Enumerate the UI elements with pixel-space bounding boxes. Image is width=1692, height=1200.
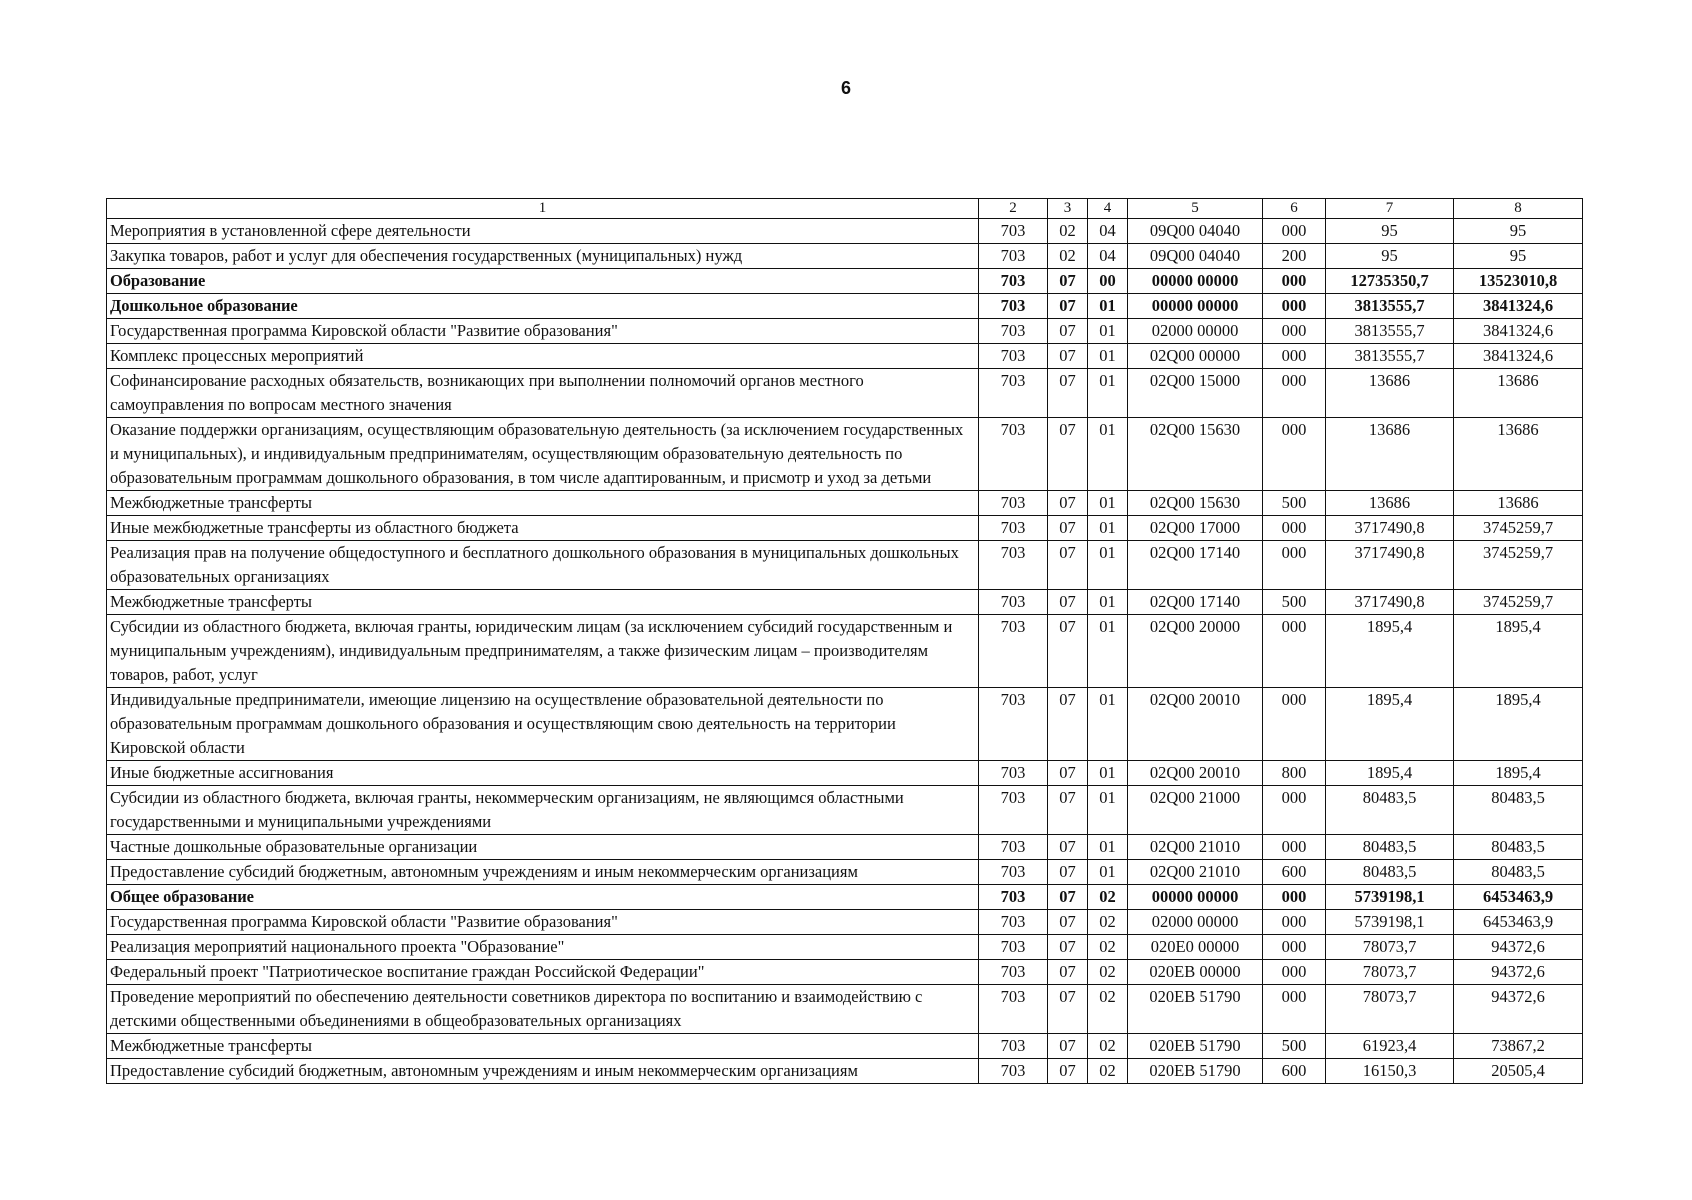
cell-target-article: 09Q00 04040 bbox=[1128, 244, 1263, 269]
table-row bbox=[107, 615, 1583, 688]
cell-grbs-code: 703 bbox=[979, 516, 1048, 541]
cell-amount-year-2: 13686 bbox=[1454, 491, 1583, 516]
cell-amount-year-1: 5739198,1 bbox=[1326, 910, 1454, 935]
cell-expense-type: 000 bbox=[1263, 541, 1326, 590]
cell-target-article: 00000 00000 bbox=[1128, 294, 1263, 319]
cell-expense-type: 000 bbox=[1263, 615, 1326, 688]
cell-amount-year-1: 1895,4 bbox=[1326, 615, 1454, 688]
cell-expense-type: 000 bbox=[1263, 344, 1326, 369]
cell-section: 07 bbox=[1048, 418, 1088, 491]
cell-grbs-code: 703 bbox=[979, 590, 1048, 615]
cell-expense-type: 000 bbox=[1263, 319, 1326, 344]
cell-expense-type: 000 bbox=[1263, 294, 1326, 319]
cell-subsection: 01 bbox=[1088, 761, 1128, 786]
table-row bbox=[107, 319, 1583, 344]
table-row bbox=[107, 369, 1583, 418]
cell-subsection: 02 bbox=[1088, 885, 1128, 910]
cell-grbs-code: 703 bbox=[979, 418, 1048, 491]
cell-section: 07 bbox=[1048, 960, 1088, 985]
cell-amount-year-1: 78073,7 bbox=[1326, 960, 1454, 985]
cell-amount-year-2: 95 bbox=[1454, 219, 1583, 244]
cell-target-article: 00000 00000 bbox=[1128, 885, 1263, 910]
cell-section: 07 bbox=[1048, 269, 1088, 294]
cell-target-article: 02Q00 20000 bbox=[1128, 615, 1263, 688]
cell-target-article: 02000 00000 bbox=[1128, 319, 1263, 344]
cell-expense-type: 000 bbox=[1263, 960, 1326, 985]
cell-description: Индивидуальные предприниматели, имеющие лицензию на осуществление образовательной деятельности по образовательным программам дошкольного образования и осуществляющим свою деятельность на территории Кировской области bbox=[107, 688, 979, 761]
cell-subsection: 04 bbox=[1088, 219, 1128, 244]
cell-amount-year-1: 1895,4 bbox=[1326, 688, 1454, 761]
cell-section: 07 bbox=[1048, 516, 1088, 541]
cell-description: Межбюджетные трансферты bbox=[107, 491, 979, 516]
table-row bbox=[107, 269, 1583, 294]
cell-subsection: 01 bbox=[1088, 491, 1128, 516]
cell-section: 07 bbox=[1048, 615, 1088, 688]
cell-subsection: 02 bbox=[1088, 985, 1128, 1034]
cell-grbs-code: 703 bbox=[979, 885, 1048, 910]
cell-expense-type: 600 bbox=[1263, 1059, 1326, 1084]
cell-amount-year-2: 13686 bbox=[1454, 418, 1583, 491]
cell-section: 02 bbox=[1048, 244, 1088, 269]
cell-section: 07 bbox=[1048, 761, 1088, 786]
cell-amount-year-2: 3745259,7 bbox=[1454, 590, 1583, 615]
cell-amount-year-1: 5739198,1 bbox=[1326, 885, 1454, 910]
cell-subsection: 02 bbox=[1088, 910, 1128, 935]
cell-amount-year-2: 6453463,9 bbox=[1454, 885, 1583, 910]
column-header-description: 1 bbox=[107, 199, 979, 219]
cell-grbs-code: 703 bbox=[979, 294, 1048, 319]
cell-expense-type: 000 bbox=[1263, 835, 1326, 860]
cell-description: Проведение мероприятий по обеспечению деятельности советников директора по воспитанию и взаимодействию с детскими общественными объединениями в общеобразовательных организациях bbox=[107, 985, 979, 1034]
cell-subsection: 01 bbox=[1088, 688, 1128, 761]
cell-grbs-code: 703 bbox=[979, 688, 1048, 761]
cell-amount-year-2: 3841324,6 bbox=[1454, 344, 1583, 369]
cell-amount-year-2: 80483,5 bbox=[1454, 786, 1583, 835]
cell-description: Иные бюджетные ассигнования bbox=[107, 761, 979, 786]
cell-expense-type: 500 bbox=[1263, 1034, 1326, 1059]
cell-section: 07 bbox=[1048, 835, 1088, 860]
cell-expense-type: 200 bbox=[1263, 244, 1326, 269]
table-row bbox=[107, 761, 1583, 786]
page-number: 6 bbox=[840, 78, 851, 98]
cell-amount-year-1: 1895,4 bbox=[1326, 761, 1454, 786]
table-row bbox=[107, 294, 1583, 319]
cell-expense-type: 000 bbox=[1263, 688, 1326, 761]
cell-amount-year-2: 13523010,8 bbox=[1454, 269, 1583, 294]
table-row bbox=[107, 860, 1583, 885]
cell-description: Реализация прав на получение общедоступного и бесплатного дошкольного образования в муниципальных дошкольных образовательных организациях bbox=[107, 541, 979, 590]
cell-amount-year-1: 13686 bbox=[1326, 369, 1454, 418]
cell-description: Межбюджетные трансферты bbox=[107, 1034, 979, 1059]
cell-section: 07 bbox=[1048, 369, 1088, 418]
cell-section: 07 bbox=[1048, 491, 1088, 516]
table-row bbox=[107, 960, 1583, 985]
table-row bbox=[107, 935, 1583, 960]
cell-amount-year-1: 3813555,7 bbox=[1326, 344, 1454, 369]
cell-section: 07 bbox=[1048, 541, 1088, 590]
cell-grbs-code: 703 bbox=[979, 369, 1048, 418]
cell-subsection: 02 bbox=[1088, 935, 1128, 960]
cell-section: 07 bbox=[1048, 786, 1088, 835]
cell-amount-year-2: 94372,6 bbox=[1454, 985, 1583, 1034]
table-row bbox=[107, 418, 1583, 491]
cell-section: 07 bbox=[1048, 860, 1088, 885]
cell-amount-year-2: 95 bbox=[1454, 244, 1583, 269]
cell-description: Субсидии из областного бюджета, включая гранты, некоммерческим организациям, не являющимся областными государственными и муниципальными учреждениями bbox=[107, 786, 979, 835]
cell-target-article: 020EB 00000 bbox=[1128, 960, 1263, 985]
cell-grbs-code: 703 bbox=[979, 615, 1048, 688]
cell-amount-year-2: 94372,6 bbox=[1454, 960, 1583, 985]
budget-table bbox=[106, 198, 1583, 1084]
cell-expense-type: 000 bbox=[1263, 935, 1326, 960]
cell-expense-type: 000 bbox=[1263, 885, 1326, 910]
cell-target-article: 02Q00 15630 bbox=[1128, 418, 1263, 491]
table-row bbox=[107, 344, 1583, 369]
table-row bbox=[107, 590, 1583, 615]
column-header-amount-year-2: 8 bbox=[1454, 199, 1583, 219]
cell-amount-year-1: 12735350,7 bbox=[1326, 269, 1454, 294]
cell-amount-year-2: 3745259,7 bbox=[1454, 516, 1583, 541]
cell-grbs-code: 703 bbox=[979, 960, 1048, 985]
cell-description: Частные дошкольные образовательные организации bbox=[107, 835, 979, 860]
cell-target-article: 02Q00 21010 bbox=[1128, 835, 1263, 860]
cell-target-article: 02Q00 17140 bbox=[1128, 541, 1263, 590]
cell-amount-year-1: 3717490,8 bbox=[1326, 590, 1454, 615]
cell-grbs-code: 703 bbox=[979, 761, 1048, 786]
cell-subsection: 02 bbox=[1088, 960, 1128, 985]
cell-target-article: 02Q00 17140 bbox=[1128, 590, 1263, 615]
cell-description: Общее образование bbox=[107, 885, 979, 910]
cell-description: Закупка товаров, работ и услуг для обеспечения государственных (муниципальных) нужд bbox=[107, 244, 979, 269]
cell-subsection: 01 bbox=[1088, 319, 1128, 344]
cell-target-article: 020EB 51790 bbox=[1128, 1034, 1263, 1059]
cell-description: Мероприятия в установленной сфере деятельности bbox=[107, 219, 979, 244]
cell-subsection: 01 bbox=[1088, 786, 1128, 835]
cell-grbs-code: 703 bbox=[979, 860, 1048, 885]
cell-description: Дошкольное образование bbox=[107, 294, 979, 319]
cell-target-article: 020EB 51790 bbox=[1128, 985, 1263, 1034]
cell-amount-year-1: 3717490,8 bbox=[1326, 516, 1454, 541]
cell-target-article: 02Q00 17000 bbox=[1128, 516, 1263, 541]
cell-target-article: 00000 00000 bbox=[1128, 269, 1263, 294]
cell-amount-year-2: 13686 bbox=[1454, 369, 1583, 418]
table-header-row bbox=[107, 199, 1583, 219]
cell-amount-year-2: 80483,5 bbox=[1454, 860, 1583, 885]
cell-grbs-code: 703 bbox=[979, 219, 1048, 244]
cell-amount-year-1: 95 bbox=[1326, 244, 1454, 269]
table-row bbox=[107, 219, 1583, 244]
cell-target-article: 020E0 00000 bbox=[1128, 935, 1263, 960]
cell-description: Предоставление субсидий бюджетным, автономным учреждениям и иным некоммерческим организациям bbox=[107, 860, 979, 885]
cell-target-article: 02000 00000 bbox=[1128, 910, 1263, 935]
cell-target-article: 02Q00 20010 bbox=[1128, 761, 1263, 786]
cell-section: 07 bbox=[1048, 885, 1088, 910]
cell-target-article: 02Q00 15630 bbox=[1128, 491, 1263, 516]
cell-amount-year-2: 20505,4 bbox=[1454, 1059, 1583, 1084]
cell-grbs-code: 703 bbox=[979, 835, 1048, 860]
cell-subsection: 01 bbox=[1088, 516, 1128, 541]
cell-description: Федеральный проект "Патриотическое воспитание граждан Российской Федерации" bbox=[107, 960, 979, 985]
cell-description: Субсидии из областного бюджета, включая гранты, юридическим лицам (за исключением субсидий государственным и муниципальным учреждениям), индивидуальным предпринимателям, а также физическим лицам – производителям товаров, работ, услуг bbox=[107, 615, 979, 688]
cell-expense-type: 000 bbox=[1263, 369, 1326, 418]
cell-amount-year-2: 3841324,6 bbox=[1454, 294, 1583, 319]
cell-expense-type: 600 bbox=[1263, 860, 1326, 885]
cell-expense-type: 000 bbox=[1263, 418, 1326, 491]
cell-target-article: 02Q00 15000 bbox=[1128, 369, 1263, 418]
cell-description: Государственная программа Кировской области "Развитие образования" bbox=[107, 319, 979, 344]
cell-subsection: 00 bbox=[1088, 269, 1128, 294]
cell-subsection: 02 bbox=[1088, 1034, 1128, 1059]
cell-grbs-code: 703 bbox=[979, 1059, 1048, 1084]
cell-amount-year-2: 1895,4 bbox=[1454, 615, 1583, 688]
cell-amount-year-2: 3841324,6 bbox=[1454, 319, 1583, 344]
column-header-section: 3 bbox=[1048, 199, 1088, 219]
cell-subsection: 01 bbox=[1088, 860, 1128, 885]
cell-subsection: 04 bbox=[1088, 244, 1128, 269]
cell-section: 07 bbox=[1048, 294, 1088, 319]
cell-expense-type: 500 bbox=[1263, 491, 1326, 516]
cell-section: 07 bbox=[1048, 910, 1088, 935]
table-row bbox=[107, 244, 1583, 269]
cell-amount-year-1: 80483,5 bbox=[1326, 786, 1454, 835]
table-row bbox=[107, 885, 1583, 910]
cell-amount-year-1: 16150,3 bbox=[1326, 1059, 1454, 1084]
cell-target-article: 02Q00 00000 bbox=[1128, 344, 1263, 369]
cell-expense-type: 000 bbox=[1263, 516, 1326, 541]
cell-grbs-code: 703 bbox=[979, 786, 1048, 835]
cell-description: Предоставление субсидий бюджетным, автономным учреждениям и иным некоммерческим организациям bbox=[107, 1059, 979, 1084]
cell-amount-year-1: 95 bbox=[1326, 219, 1454, 244]
cell-expense-type: 800 bbox=[1263, 761, 1326, 786]
table-row bbox=[107, 1034, 1583, 1059]
cell-amount-year-1: 61923,4 bbox=[1326, 1034, 1454, 1059]
cell-description: Комплекс процессных мероприятий bbox=[107, 344, 979, 369]
cell-section: 07 bbox=[1048, 344, 1088, 369]
cell-amount-year-1: 13686 bbox=[1326, 491, 1454, 516]
cell-expense-type: 000 bbox=[1263, 269, 1326, 294]
cell-expense-type: 000 bbox=[1263, 786, 1326, 835]
cell-expense-type: 000 bbox=[1263, 985, 1326, 1034]
cell-subsection: 01 bbox=[1088, 590, 1128, 615]
cell-amount-year-2: 6453463,9 bbox=[1454, 910, 1583, 935]
cell-subsection: 01 bbox=[1088, 418, 1128, 491]
cell-grbs-code: 703 bbox=[979, 910, 1048, 935]
table-row bbox=[107, 786, 1583, 835]
table-row bbox=[107, 835, 1583, 860]
cell-amount-year-1: 80483,5 bbox=[1326, 860, 1454, 885]
cell-target-article: 09Q00 04040 bbox=[1128, 219, 1263, 244]
cell-expense-type: 000 bbox=[1263, 219, 1326, 244]
table-row bbox=[107, 491, 1583, 516]
cell-subsection: 02 bbox=[1088, 1059, 1128, 1084]
cell-description: Оказание поддержки организациям, осуществляющим образовательную деятельность (за исключением государственных и муниципальных), и индивидуальным предпринимателям, осуществляющим образовательную деятельность по образовательным программам дошкольного образования, в том числе адаптированным, и присмотр и уход за детьми bbox=[107, 418, 979, 491]
cell-amount-year-1: 80483,5 bbox=[1326, 835, 1454, 860]
table-row bbox=[107, 516, 1583, 541]
table-row bbox=[107, 910, 1583, 935]
column-header-expense-type: 6 bbox=[1263, 199, 1326, 219]
cell-subsection: 01 bbox=[1088, 615, 1128, 688]
cell-subsection: 01 bbox=[1088, 835, 1128, 860]
cell-description: Межбюджетные трансферты bbox=[107, 590, 979, 615]
cell-amount-year-2: 3745259,7 bbox=[1454, 541, 1583, 590]
cell-expense-type: 500 bbox=[1263, 590, 1326, 615]
cell-grbs-code: 703 bbox=[979, 935, 1048, 960]
cell-amount-year-2: 1895,4 bbox=[1454, 761, 1583, 786]
cell-section: 02 bbox=[1048, 219, 1088, 244]
cell-description: Иные межбюджетные трансферты из областного бюджета bbox=[107, 516, 979, 541]
cell-amount-year-1: 3813555,7 bbox=[1326, 294, 1454, 319]
cell-section: 07 bbox=[1048, 985, 1088, 1034]
column-header-grbs-code: 2 bbox=[979, 199, 1048, 219]
cell-grbs-code: 703 bbox=[979, 541, 1048, 590]
cell-expense-type: 000 bbox=[1263, 910, 1326, 935]
cell-section: 07 bbox=[1048, 935, 1088, 960]
column-header-amount-year-1: 7 bbox=[1326, 199, 1454, 219]
column-header-subsection: 4 bbox=[1088, 199, 1128, 219]
cell-amount-year-1: 78073,7 bbox=[1326, 935, 1454, 960]
cell-amount-year-2: 1895,4 bbox=[1454, 688, 1583, 761]
cell-grbs-code: 703 bbox=[979, 344, 1048, 369]
cell-target-article: 02Q00 21000 bbox=[1128, 786, 1263, 835]
table-row bbox=[107, 688, 1583, 761]
cell-amount-year-1: 3717490,8 bbox=[1326, 541, 1454, 590]
cell-grbs-code: 703 bbox=[979, 491, 1048, 516]
cell-subsection: 01 bbox=[1088, 369, 1128, 418]
cell-subsection: 01 bbox=[1088, 294, 1128, 319]
cell-amount-year-1: 3813555,7 bbox=[1326, 319, 1454, 344]
cell-amount-year-2: 73867,2 bbox=[1454, 1034, 1583, 1059]
cell-description: Образование bbox=[107, 269, 979, 294]
table-row bbox=[107, 985, 1583, 1034]
cell-description: Государственная программа Кировской области "Развитие образования" bbox=[107, 910, 979, 935]
cell-amount-year-2: 80483,5 bbox=[1454, 835, 1583, 860]
table-row bbox=[107, 1059, 1583, 1084]
cell-description: Реализация мероприятий национального проекта "Образование" bbox=[107, 935, 979, 960]
cell-grbs-code: 703 bbox=[979, 244, 1048, 269]
cell-grbs-code: 703 bbox=[979, 1034, 1048, 1059]
table-row bbox=[107, 541, 1583, 590]
cell-target-article: 020EB 51790 bbox=[1128, 1059, 1263, 1084]
cell-description: Софинансирование расходных обязательств, возникающих при выполнении полномочий органов местного самоуправления по вопросам местного значения bbox=[107, 369, 979, 418]
cell-grbs-code: 703 bbox=[979, 319, 1048, 344]
cell-target-article: 02Q00 21010 bbox=[1128, 860, 1263, 885]
cell-section: 07 bbox=[1048, 1034, 1088, 1059]
cell-section: 07 bbox=[1048, 688, 1088, 761]
cell-subsection: 01 bbox=[1088, 344, 1128, 369]
cell-grbs-code: 703 bbox=[979, 269, 1048, 294]
cell-amount-year-1: 13686 bbox=[1326, 418, 1454, 491]
cell-section: 07 bbox=[1048, 590, 1088, 615]
cell-grbs-code: 703 bbox=[979, 985, 1048, 1034]
cell-section: 07 bbox=[1048, 1059, 1088, 1084]
cell-section: 07 bbox=[1048, 319, 1088, 344]
cell-amount-year-1: 78073,7 bbox=[1326, 985, 1454, 1034]
cell-subsection: 01 bbox=[1088, 541, 1128, 590]
cell-target-article: 02Q00 20010 bbox=[1128, 688, 1263, 761]
cell-amount-year-2: 94372,6 bbox=[1454, 935, 1583, 960]
column-header-target-article: 5 bbox=[1128, 199, 1263, 219]
